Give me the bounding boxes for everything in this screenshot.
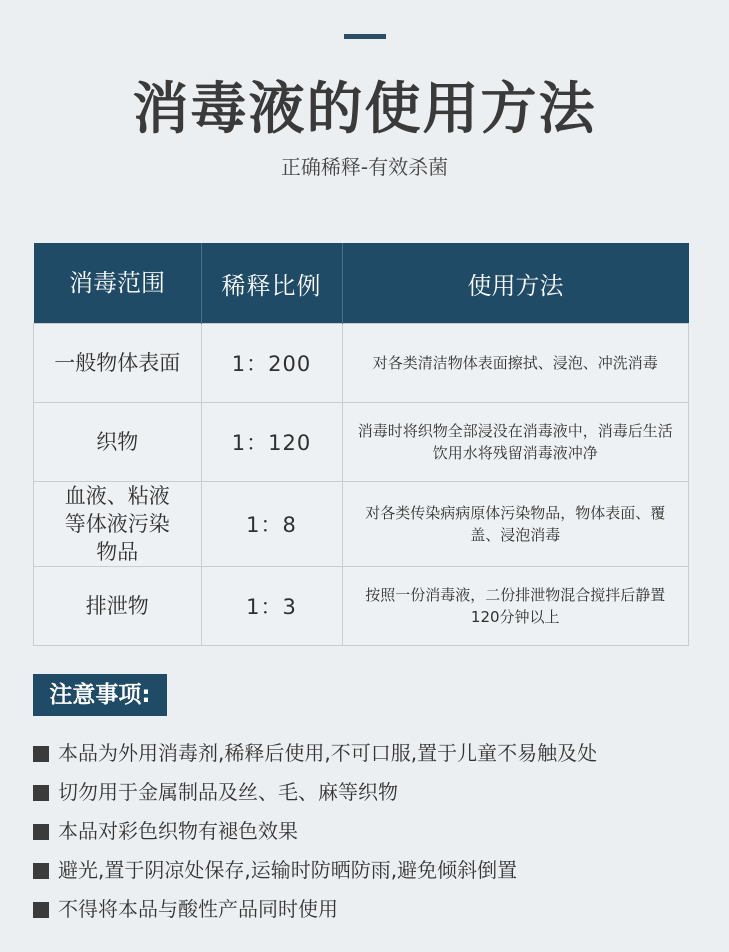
list-item	[33, 812, 713, 851]
notice-list	[33, 734, 713, 929]
method-cell: 消毒时将织物全部浸没在消毒液中，消毒后生活饮用水将残留消毒液冲净	[342, 403, 689, 482]
table-row	[34, 403, 689, 482]
square-bullet-icon	[33, 824, 49, 840]
square-bullet-icon	[33, 746, 49, 762]
table-row	[34, 482, 689, 567]
table-header-row	[34, 243, 689, 324]
scope-cell: 一般物体表面	[34, 324, 202, 403]
ratio-cell: 1：3	[201, 567, 342, 646]
method-cell: 对各类清洁物体表面擦拭、浸泡、冲洗消毒	[342, 324, 689, 403]
list-item	[33, 773, 713, 812]
notice-heading: 注意事项:	[33, 674, 167, 716]
ratio-cell: 1：200	[201, 324, 342, 403]
square-bullet-icon	[33, 902, 49, 918]
dilution-table	[33, 243, 689, 646]
square-bullet-icon	[33, 785, 49, 801]
notice-text: 切勿用于金属制品及丝、毛、麻等织物	[58, 780, 398, 804]
page-title: 消毒液的使用方法	[132, 77, 597, 142]
notice-text: 本品对彩色织物有褪色效果	[58, 819, 298, 843]
scope-cell: 排泄物	[34, 567, 202, 646]
method-cell: 按照一份消毒液，二份排泄物混合搅拌后静置120分钟以上	[342, 567, 689, 646]
list-item	[33, 734, 713, 773]
ratio-cell: 1：120	[201, 403, 342, 482]
square-bullet-icon	[33, 863, 49, 879]
list-item	[33, 890, 713, 929]
ratio-cell: 1：8	[201, 482, 342, 567]
scope-cell: 血液、粘液等体液污染物品	[34, 482, 202, 567]
notice-text: 不得将本品与酸性产品同时使用	[58, 897, 338, 921]
table-row	[34, 324, 689, 403]
list-item	[33, 851, 713, 890]
method-cell: 对各类传染病病原体污染物品，物体表面、覆盖、浸泡消毒	[342, 482, 689, 567]
page-subtitle: 正确稀释-有效杀菌	[280, 155, 449, 179]
column-header-ratio: 稀释比例	[201, 243, 342, 324]
scope-cell: 织物	[34, 403, 202, 482]
notice-text: 避光,置于阴凉处保存,运输时防晒防雨,避免倾斜倒置	[58, 858, 518, 882]
column-header-method: 使用方法	[342, 243, 689, 324]
notice-text: 本品为外用消毒剂,稀释后使用,不可口服,置于儿童不易触及处	[58, 741, 598, 765]
table-row	[34, 567, 689, 646]
top-accent-bar	[344, 34, 386, 39]
column-header-scope: 消毒范围	[34, 243, 202, 324]
